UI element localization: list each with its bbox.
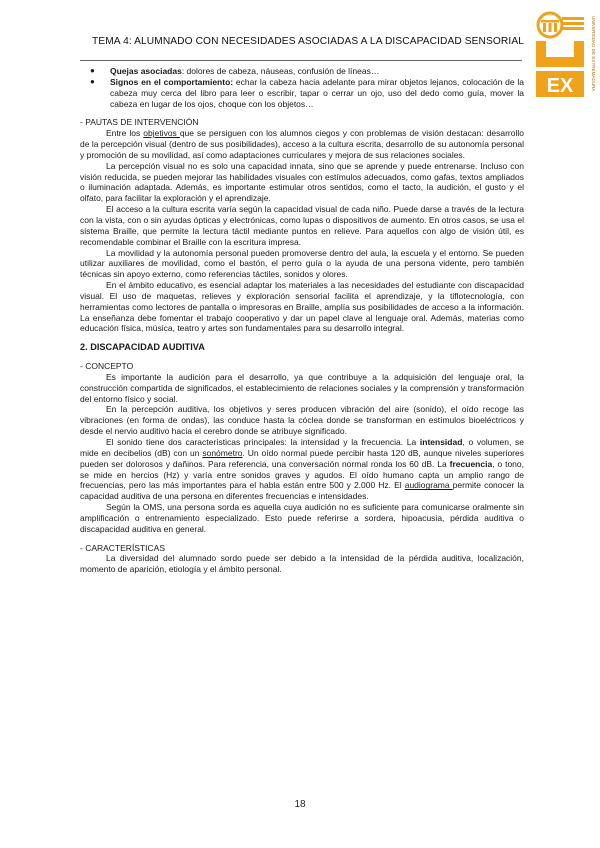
bullet-text: echar la cabeza hacia adelante para mirar objetos lejanos, colocación de la cabeza muy cerca del libro para leer o escribir, tapar o cerrar un ojo, uso del dedo como guía, mover la cabeza en lugar de los ojos, choque con los objetos… bbox=[110, 76, 524, 109]
text-run: El sonido tiene dos características principales: la intensidad y la frecuencia. La bbox=[106, 437, 420, 447]
text-run: , o volumen, se mide en decibelios (dB) con un bbox=[80, 437, 525, 458]
link-sonometro[interactable]: sonómetro bbox=[202, 447, 243, 458]
text-run: , o tono, se mide en hercios (Hz) y varía entre sonidos graves y agudos. El oído humano capta un amplio rango de frecuencias, pero las más importantes para el habla están entre 500 y 2.000 Hz. El bbox=[80, 458, 524, 491]
bold-term: frecuencia bbox=[449, 458, 493, 469]
paragraph bbox=[80, 437, 524, 502]
page-number: 18 bbox=[294, 799, 306, 810]
symptom-list bbox=[80, 66, 524, 109]
text-run: que se persiguen con los alumnos ciegos y con problemas de visión destacan: desarrollo de la percepción visual (dentro de sus posibilidades), acceso a la cultura escrita, desarrollo de su autonomía personal y promoción de su movilidad, así como adaptaciones curriculares y mejora de sus relaciones sociales. bbox=[80, 128, 524, 160]
bullet-text: : dolores de cabeza, náuseas, confusión de líneas… bbox=[181, 66, 380, 76]
svg-text:EX: EX bbox=[546, 75, 574, 97]
paragraph: La diversidad del alumnado sordo puede ser debido a la intensidad de la pérdida auditiva, localización, momento de aparición, etiología y el ámbito personal. bbox=[80, 553, 524, 575]
text-run: Entre los bbox=[106, 128, 144, 139]
text-run: permite conocer la capacidad auditiva de una persona en diferentes frecuencias e intensidades. bbox=[80, 480, 524, 502]
text-run: . Un oído normal puede percibir hasta 120 dB, aunque niveles superiores pueden ser dolorosos y dañinos. Para referencia, una conversación normal ronda los 60 dB. La bbox=[80, 447, 524, 469]
paragraph: Según la OMS, una persona sorda es aquella cuya audición no es suficiente para comunicarse oralmente sin amplificación o entrenamiento especializado. Esto puede referirse a sordera, hipoacusia, pérdida auditiva o discapacidad auditiva en general. bbox=[80, 502, 524, 534]
section-label-pautas: - PAUTAS DE INTERVENCIÓN bbox=[80, 117, 199, 128]
paragraph: En el ámbito educativo, es esencial adaptar los materiales a las necesidades del estudiante con discapacidad visual. El uso de maquetas, relieves y exploración sensorial facilita el aprendizaje, y la tiflotecnología, con herramientas como lectores de pantalla o impresoras en Braille, amplía sus posibilidades de acceso a la información. La enseñanza debe fomentar el trabajo cooperativo y dar un papel clave al lenguaje oral. Además, materias como educación física, música, teatro y artes son fundamentales para su desarrollo integral. bbox=[80, 280, 524, 334]
section-label-concepto: - CONCEPTO bbox=[80, 361, 134, 372]
paragraph: El acceso a la cultura escrita varía según la capacidad visual de cada niño. Puede darse a través de la lectura con la vista, con o sin ayudas ópticas y electrónicas, como lupas o dispositivos de aumento. En otros casos, se usa el sistema Braille, que permite la lectura táctil mediante puntos en relieve. Para aquellos con algo de visión útil, es recomendable combinar el Braille con la escritura impresa. bbox=[80, 204, 524, 247]
bullet-icon: ● bbox=[90, 76, 95, 86]
paragraph: La percepción visual no es solo una capacidad innata, sino que se aprende y puede entrenarse. Incluso con visión reducida, se pueden mejorar las habilidades visuales con estímulos adecuados, como gafas, textos ampliados o iluminación adaptada. Además, es importante estimular otros sentidos, como el tacto, la audición, el gusto y el olfato, para facilitar la exploración y el aprendizaje. bbox=[80, 160, 524, 204]
bullet-icon: ● bbox=[90, 66, 95, 75]
bullet-label: Quejas asociadas bbox=[110, 66, 182, 76]
list-item bbox=[80, 77, 524, 110]
paragraph: Es importante la audición para el desarrollo, ya que contribuye a la adquisición del lenguaje oral, la construcción compartida de significados, el establecimiento de relaciones sociales y la comprensión y transformación del entorno físico y social. bbox=[80, 371, 524, 404]
link-objetivos[interactable]: objetivos bbox=[143, 128, 180, 139]
bullet-label: Signos en el comportamiento: bbox=[110, 76, 234, 87]
section-heading: 2. DISCAPACIDAD AUDITIVA bbox=[80, 342, 205, 353]
header-title: TEMA 4: ALUMNADO CON NECESIDADES ASOCIADAS A LA DISCAPACIDAD SENSORIAL bbox=[92, 36, 524, 47]
header-divider bbox=[80, 60, 522, 61]
section-label-caracteristicas: - CARACTERÍSTICAS bbox=[80, 542, 166, 553]
bold-term: intensidad bbox=[419, 437, 463, 447]
paragraph bbox=[80, 128, 524, 161]
page-content bbox=[80, 66, 524, 575]
paragraph: En la percepción auditiva, los objetivos y seres producen vibración del aire (sonido), el oído recoge las vibraciones (en forma de ondas), las conduce hasta la cóclea donde se transforman en estímulos bioeléctricos y desde el nervio auditivo hacia el cerebro donde se atribuye significado. bbox=[80, 404, 524, 437]
link-audiograma[interactable]: audiograma bbox=[404, 480, 453, 491]
university-logo bbox=[528, 8, 598, 103]
logo-vertical-text: UNIVERSIDAD DE EXTREMADURA bbox=[591, 16, 596, 92]
list-item bbox=[80, 66, 524, 77]
paragraph: La movilidad y la autonomía personal pueden promoverse dentro del aula, la escuela y el entorno. Se pueden utilizar auxiliares de movilidad, como el bastón, el perro guía o la ayuda de una persona vidente, pero también técnicas sin apoyo externo, como referencias táctiles, sonidos y olores. bbox=[80, 247, 524, 280]
